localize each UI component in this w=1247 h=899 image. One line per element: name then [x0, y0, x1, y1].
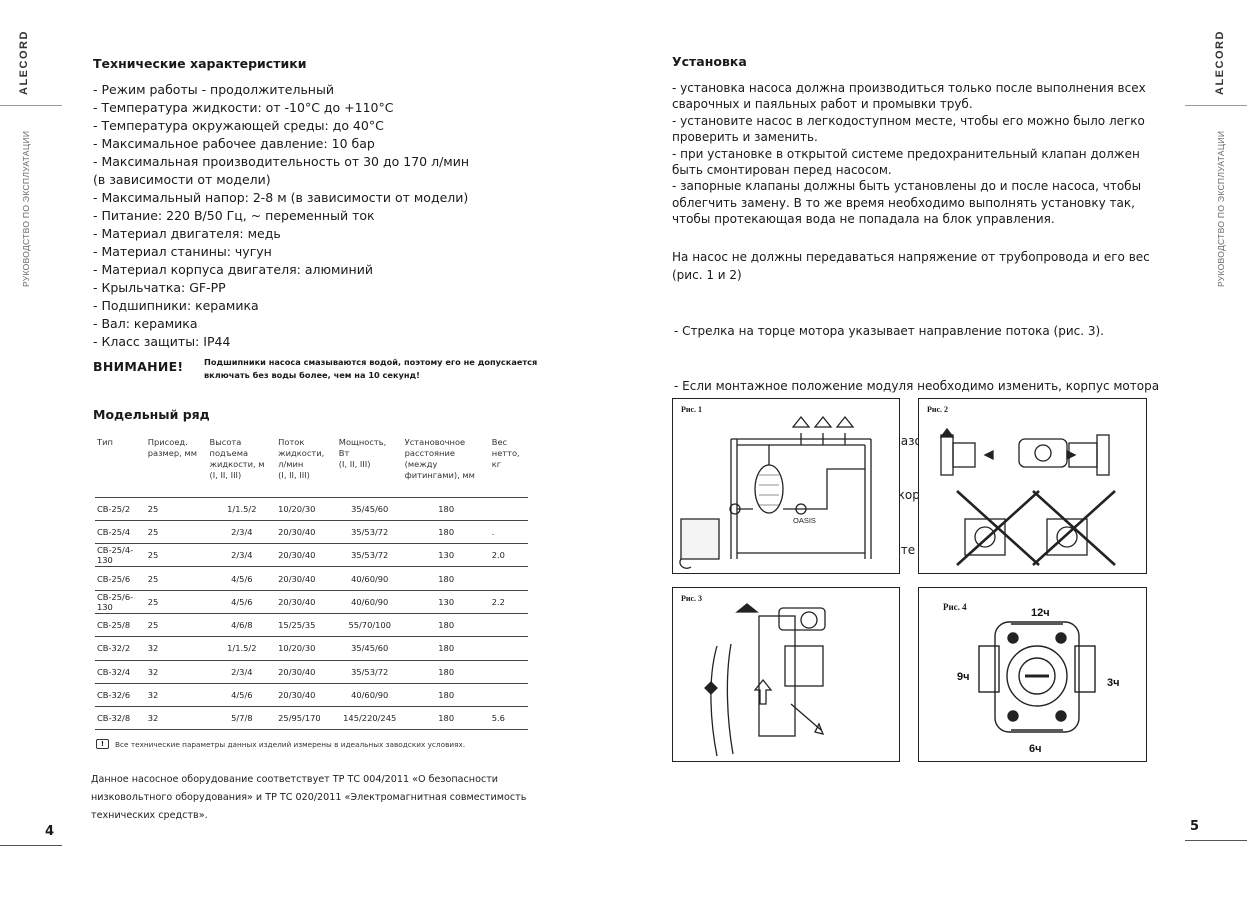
mounting-positions-drawing — [919, 399, 1146, 573]
install-line: - при установке в открытой системе предохранительный клапан должен — [672, 146, 1140, 161]
specs-title: Технические характеристики — [93, 56, 307, 71]
table-row — [95, 637, 528, 660]
spec-item: - Максимальная производительность от 30 до 170 л/мин — [93, 154, 470, 169]
spec-item: - Материал корпуса двигателя: алюминий — [93, 262, 373, 277]
table-cell: 180 — [403, 613, 490, 636]
table-cell: CB-32/6 — [95, 683, 146, 706]
table-cell: 25 — [146, 497, 208, 520]
table-cell: 5.6 — [490, 707, 528, 730]
heating-circuit-drawing — [673, 399, 899, 573]
table-cell: 130 — [403, 544, 490, 567]
col-head: Высота подъема жидкости, м (I, II, III) — [209, 437, 265, 480]
install-line: облегчить замену. В то же время необходимо выполнять установку так, — [672, 195, 1135, 210]
warning-line: включать без воды более, чем на 10 секунд! — [204, 370, 420, 380]
table-cell: 25 — [146, 613, 208, 636]
install-line: - запорные клапаны должны быть установлены до и после насоса, чтобы — [672, 179, 1142, 194]
warning-text — [204, 356, 537, 382]
table-row — [95, 613, 528, 636]
table-cell: 35/53/72 — [337, 544, 403, 567]
table-cell: 2.0 — [490, 544, 528, 567]
table-cell: CB-25/8 — [95, 613, 146, 636]
install-line: чтобы протекающая вода не попадала на блок управления. — [672, 212, 1055, 227]
table-cell: 35/53/72 — [337, 520, 403, 543]
table-note — [96, 739, 465, 749]
table-cell: 130 — [403, 590, 490, 613]
table-header-row — [95, 437, 528, 497]
spec-item: - Материал станины: чугун — [93, 244, 272, 259]
table-cell: 25 — [146, 520, 208, 543]
table-cell — [490, 497, 528, 520]
table-cell: 25 — [146, 567, 208, 590]
col-flow: Поток жидкости, л/мин (I, II, III) — [278, 437, 325, 480]
table-cell: 32 — [146, 637, 208, 660]
table-row — [95, 544, 528, 567]
table-cell: CB-32/8 — [95, 707, 146, 730]
table-cell: 180 — [403, 567, 490, 590]
table-cell: 4/5/6 — [208, 590, 277, 613]
table-cell: 180 — [403, 497, 490, 520]
table-cell: 40/60/90 — [337, 590, 403, 613]
table-row — [95, 590, 528, 613]
table-cell — [490, 567, 528, 590]
table-cell: 20/30/40 — [276, 660, 337, 683]
table-cell: 4/6/8 — [208, 613, 277, 636]
spec-item: - Режим работы - продолжительный — [93, 82, 334, 97]
table-cell: 180 — [403, 683, 490, 706]
table-cell: 25 — [146, 590, 208, 613]
table-cell: 35/45/60 — [337, 497, 403, 520]
stress-note — [672, 248, 1150, 284]
table-row — [95, 707, 528, 730]
spec-item: - Максимальное рабочее давление: 10 бар — [93, 136, 375, 151]
install-line: - установите насос в легкодоступном месте, чтобы его можно было легко — [672, 113, 1145, 128]
table-row — [95, 660, 528, 683]
spec-item: - Максимальный напор: 2-8 м (в зависимости от модели) — [93, 190, 469, 205]
table-cell — [490, 613, 528, 636]
step-line: - Стрелка на торце мотора указывает направление потока (рис. 3). — [674, 324, 1104, 339]
table-cell: 32 — [146, 707, 208, 730]
brand-logo-left: ALECORD — [18, 30, 30, 95]
table-cell: 180 — [403, 637, 490, 660]
col-power: Мощность, Вт (I, II, III) — [338, 437, 387, 469]
table-cell: 4/5/6 — [208, 683, 277, 706]
table-cell: 180 — [403, 520, 490, 543]
table-cell: CB-32/4 — [95, 660, 146, 683]
figure-3-label: Рис. 3 — [681, 594, 703, 603]
brand-divider-right — [1185, 105, 1247, 106]
table-cell: 1/1.5/2 — [208, 497, 277, 520]
table-cell: 5/7/8 — [208, 707, 277, 730]
table-cell: 32 — [146, 683, 208, 706]
figure-2-positions-diagram — [918, 398, 1147, 574]
table-cell: CB-32/2 — [95, 637, 146, 660]
page-number-left: 4 — [45, 824, 55, 839]
position-12-label: 12ч — [1031, 607, 1050, 619]
manual-subtitle-left: РУКОВОДСТВО ПО ЭКСПЛУАТАЦИИ — [21, 130, 31, 287]
table-row — [95, 520, 528, 543]
table-cell: 40/60/90 — [337, 683, 403, 706]
warning-line: Подшипники насоса смазываются водой, поэтому его не допускается — [204, 357, 538, 367]
figure-4-motor-orientation-diagram — [918, 587, 1147, 762]
table-cell: 40/60/90 — [337, 567, 403, 590]
figure-2-label: Рис. 2 — [927, 405, 949, 414]
table-cell: 25/95/170 — [276, 707, 337, 730]
table-row — [95, 567, 528, 590]
table-cell: 2.2 — [490, 590, 528, 613]
table-cell — [490, 683, 528, 706]
figure-1-system-diagram — [672, 398, 900, 574]
spec-item: - Подшипники: керамика — [93, 298, 259, 313]
install-instructions — [672, 80, 1146, 228]
stress-line: На насос не должны передаваться напряжение от трубопровода и его вес — [672, 250, 1150, 264]
figure-3-flow-direction-diagram — [672, 587, 900, 762]
spec-item: - Температура жидкости: от -10°C до +110°C — [93, 100, 394, 115]
spec-item: - Материал двигателя: медь — [93, 226, 281, 241]
oasis-logo-text: OASIS — [793, 516, 816, 525]
table-cell: 10/20/30 — [276, 637, 337, 660]
conformity-text — [91, 771, 526, 825]
table-cell: 180 — [403, 660, 490, 683]
models-table — [95, 437, 528, 730]
install-line: - установка насоса должна производиться только после выполнения всех — [672, 81, 1146, 95]
table-cell: 20/30/40 — [276, 544, 337, 567]
table-cell: 20/30/40 — [276, 590, 337, 613]
step-line: образом: — [878, 433, 935, 448]
table-cell: 4/5/6 — [208, 567, 277, 590]
col-install-distance: Установочное расстояние (между фитингами), мм — [404, 437, 475, 480]
page-number-underline-left — [0, 845, 62, 846]
spec-item: - Крыльчатка: GF-PP — [93, 280, 226, 295]
info-icon: ! — [96, 739, 109, 749]
table-cell: 32 — [146, 660, 208, 683]
figure-1-label: Рис. 1 — [681, 405, 703, 414]
table-row — [95, 497, 528, 520]
table-note-text: Все технические параметры данных изделий измерены в идеальных заводских условиях. — [115, 739, 466, 749]
spec-item: - Температура окружающей среды: до 40°C — [93, 118, 384, 133]
position-9-label: 9ч — [957, 671, 970, 683]
conformity-line: технических средств». — [91, 810, 208, 821]
clock-positions-drawing — [919, 588, 1146, 761]
manual-subtitle-right: РУКОВОДСТВО ПО ЭКСПЛУАТАЦИИ — [1216, 130, 1226, 287]
table-cell: 10/20/30 — [276, 497, 337, 520]
col-weight: Вес нетто, кг — [491, 437, 520, 469]
install-line: быть смонтирован перед насосом. — [672, 163, 892, 178]
table-cell: 20/30/40 — [276, 520, 337, 543]
models-title: Модельный ряд — [93, 407, 210, 422]
table-cell: . — [490, 520, 528, 543]
page-number-right: 5 — [1190, 819, 1200, 834]
col-type: Тип — [97, 437, 113, 447]
conformity-line: низковольтного оборудования» и ТР ТС 020/2011 «Электромагнитная совместимость — [91, 792, 527, 803]
table-cell: 1/1.5/2 — [208, 637, 277, 660]
spec-item: - Класс защиты: IP44 — [93, 334, 231, 349]
page-number-underline-right — [1185, 840, 1247, 841]
conformity-line: Данное насосное оборудование соответствует ТР ТС 004/2011 «О безопасности — [91, 774, 499, 785]
table-cell: CB-25/4-130 — [95, 544, 146, 567]
table-cell: 35/45/60 — [337, 637, 403, 660]
table-cell — [490, 637, 528, 660]
flow-arrow-drawing — [673, 588, 899, 761]
figure-4-label: Рис. 4 — [943, 602, 967, 612]
table-cell: CB-25/6 — [95, 567, 146, 590]
warning-label: ВНИМАНИЕ! — [93, 359, 184, 374]
table-cell: 2/3/4 — [208, 520, 277, 543]
specs-list — [93, 81, 469, 351]
install-line: сварочных и паяльных работ и промывки труб. — [672, 97, 973, 112]
position-3-label: 3ч — [1107, 677, 1120, 689]
table-cell: 20/30/40 — [276, 683, 337, 706]
table-cell: 2/3/4 — [208, 660, 277, 683]
table-cell: 55/70/100 — [337, 613, 403, 636]
stress-line: (рис. 1 и 2) — [672, 268, 742, 282]
table-cell: CB-25/2 — [95, 497, 146, 520]
table-row — [95, 683, 528, 706]
brand-divider-left — [0, 105, 62, 106]
table-cell: 35/53/72 — [337, 660, 403, 683]
table-cell: CB-25/6-130 — [95, 590, 146, 613]
table-cell: 180 — [403, 707, 490, 730]
position-6-label: 6ч — [1029, 743, 1042, 755]
table-cell: 2/3/4 — [208, 544, 277, 567]
step-line: - Если монтажное положение модуля необходимо изменить, корпус мотора — [674, 379, 1160, 394]
table-cell: 15/25/35 — [276, 613, 337, 636]
spec-item: - Питание: 220 В/50 Гц, ~ переменный ток — [93, 208, 375, 223]
table-cell: 145/220/245 — [337, 707, 403, 730]
install-title: Установка — [672, 54, 747, 69]
col-connection-size: Присоед. размер, мм — [147, 437, 197, 458]
spec-item: - Вал: керамика — [93, 316, 198, 331]
table-cell: 20/30/40 — [276, 567, 337, 590]
table-cell: CB-25/4 — [95, 520, 146, 543]
brand-logo-right: ALECORD — [1214, 30, 1226, 95]
table-cell: 25 — [146, 544, 208, 567]
table-cell — [490, 660, 528, 683]
install-line: проверить и заменить. — [672, 130, 818, 145]
spec-item: (в зависимости от модели) — [93, 172, 271, 187]
